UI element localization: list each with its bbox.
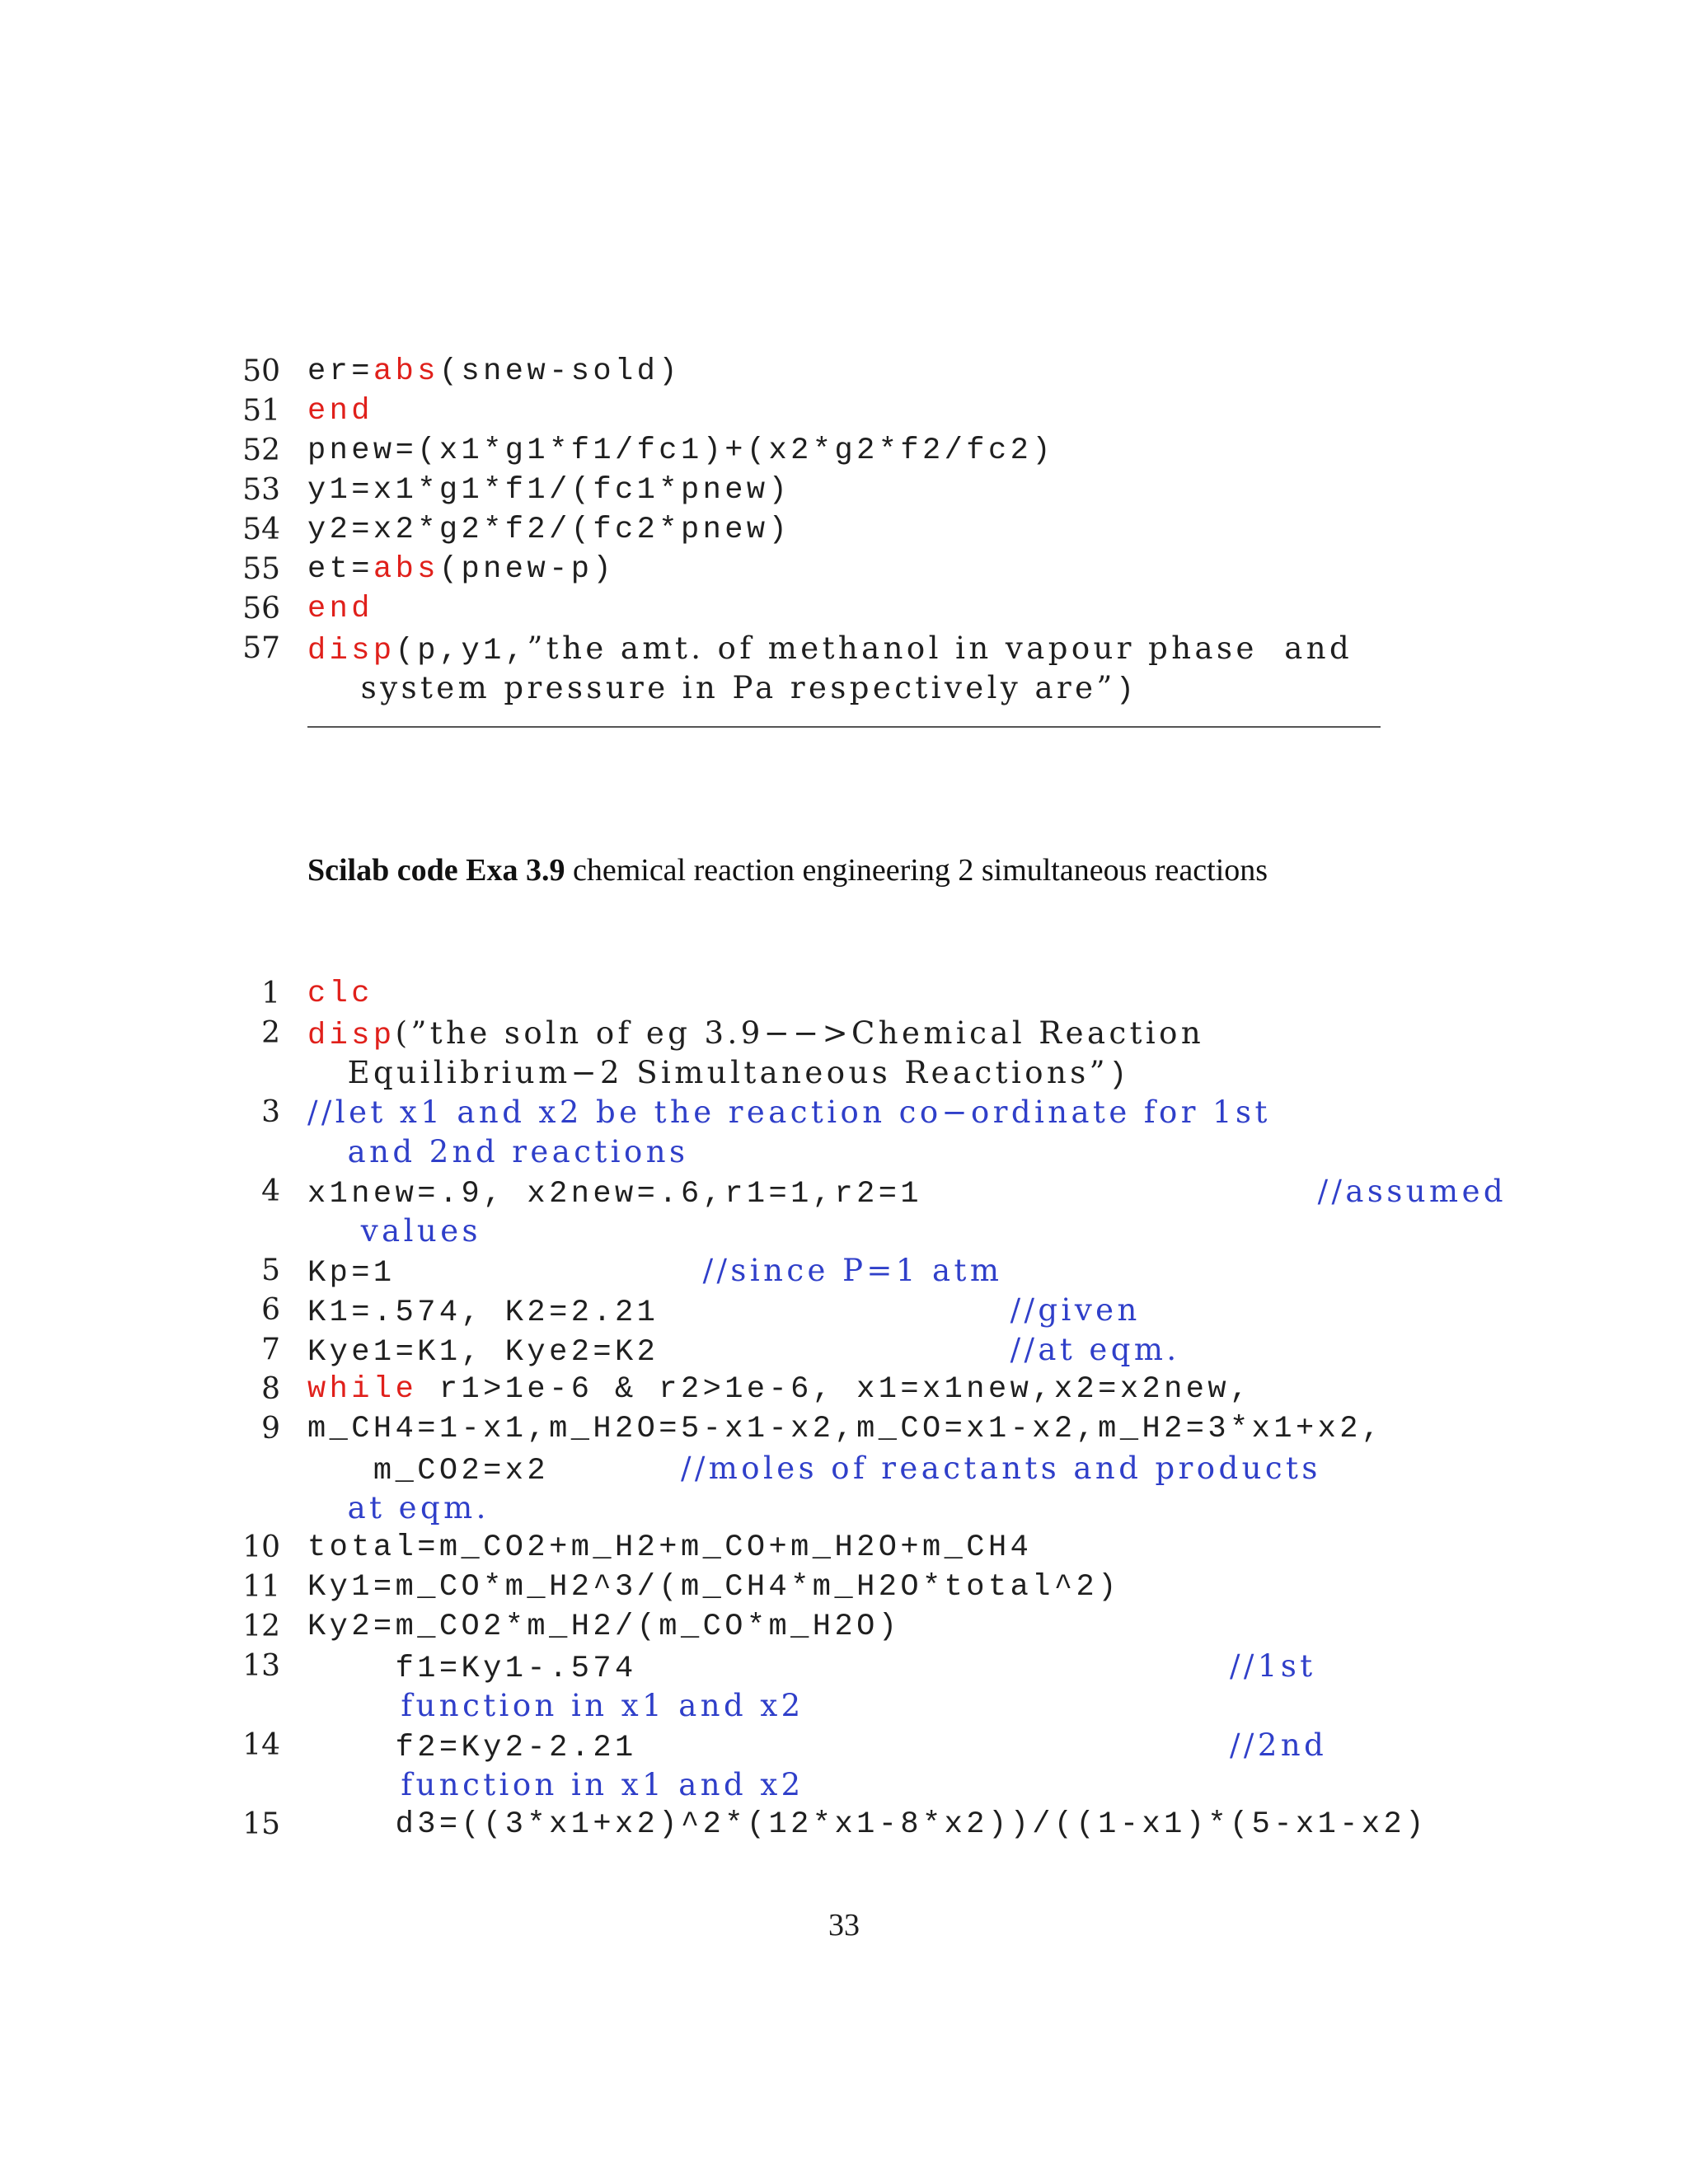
line-number: 4 [261, 1174, 280, 1208]
code-comment: values [307, 1213, 481, 1249]
code-text: m_CH4=1-x1,m_H2O=5-x1-x2,m_CO=x1-x2,m_H2=3*x1+x2, [307, 1412, 1384, 1446]
code-line [307, 1251, 1002, 1293]
caption-label: Scilab code Exa 3.9 [307, 853, 565, 888]
code-line [307, 1686, 804, 1728]
code-line [307, 1370, 1252, 1409]
code-line [307, 1093, 1271, 1135]
code-comment: //assumed [1317, 1174, 1507, 1209]
caption-text: chemical reaction engineering 2 simultaneous reactions [565, 853, 1268, 888]
code-line [307, 1726, 1327, 1768]
code-keyword: abs [373, 552, 439, 587]
code-comment: function in x1 and x2 [307, 1767, 804, 1802]
line-number: 6 [261, 1293, 280, 1327]
line-number: 15 [242, 1807, 280, 1841]
line-number: 56 [242, 592, 280, 626]
code-comment: //given [1010, 1292, 1141, 1328]
code-line [307, 1409, 1384, 1449]
code-text: r1>1e-6 & r2>1e-6, x1=x1new,x2=x2new, [417, 1372, 1252, 1407]
code-line [307, 974, 373, 1014]
code-line [307, 1607, 900, 1647]
code-comment: //since P=1 atm [702, 1253, 1003, 1288]
code-text: Ky2=m_CO2*m_H2/(m_CO*m_H2O) [307, 1610, 901, 1644]
line-number: 3 [261, 1095, 280, 1129]
code-line [307, 1014, 1204, 1056]
code-string: (”the soln of eg 3.9−−>Chemical Reaction [395, 1015, 1205, 1051]
code-line [307, 1212, 481, 1254]
code-text: K1=.574, K2=2.21 [307, 1296, 1010, 1330]
code-line [307, 1805, 1428, 1844]
code-line [307, 352, 681, 391]
code-line [307, 1330, 1180, 1372]
line-number: 51 [242, 394, 280, 428]
code-keyword: disp [307, 1019, 396, 1053]
line-number: 5 [261, 1254, 280, 1287]
listing-separator-rule [307, 726, 1381, 728]
line-number: 13 [242, 1649, 280, 1683]
code-line [307, 1647, 1316, 1689]
code-line [307, 668, 1137, 710]
code-line [307, 1568, 1120, 1607]
code-keyword: clc [307, 977, 373, 1011]
code-text: d3=((3*x1+x2)^2*(12*x1-8*x2))/((1-x1)*(5-x1-x2) [307, 1807, 1428, 1842]
code-text: Ky1=m_CO*m_H2^3/(m_CH4*m_H2O*total^2) [307, 1570, 1120, 1605]
code-string: Equilibrium−2 Simultaneous Reactions” [307, 1055, 1109, 1090]
code-comment: at eqm. [307, 1490, 490, 1526]
code-line [307, 629, 1353, 671]
code-text: pnew=(x1*g1*f1/fc1)+(x2*g2*f2/fc2) [307, 434, 1054, 468]
code-comment: //moles of reactants and products [680, 1451, 1321, 1486]
code-comment: //2nd [1230, 1727, 1328, 1763]
line-number: 1 [261, 977, 280, 1010]
code-string: ”the amt. of methanol in vapour phase and [527, 630, 1353, 666]
code-line [307, 1132, 688, 1174]
code-comment: //1st [1230, 1648, 1316, 1684]
code-line [307, 431, 1054, 471]
line-number: 54 [242, 513, 280, 546]
code-text: f2=Ky2-2.21 [307, 1731, 1231, 1765]
code-text: (p,y1, [395, 634, 528, 668]
line-number: 52 [242, 434, 280, 467]
code-comment: //let x1 and x2 be the reaction co−ordinate for 1st [307, 1094, 1271, 1130]
code-comment: function in x1 and x2 [307, 1688, 804, 1723]
line-number: 57 [242, 631, 280, 665]
code-line [307, 391, 373, 431]
line-number: 55 [242, 552, 280, 586]
code-text: f1=Ky1-.574 [307, 1652, 1231, 1686]
code-line [307, 1053, 1131, 1095]
code-keyword: abs [373, 354, 439, 389]
code-string: system pressure in Pa respectively are” [307, 670, 1116, 705]
line-number: 7 [261, 1333, 280, 1366]
page-number: 33 [828, 1908, 860, 1943]
code-text: Kye1=K1, Kye2=K2 [307, 1335, 1010, 1370]
line-number: 11 [242, 1570, 280, 1604]
code-text: ) [1109, 1058, 1131, 1093]
code-keyword: while [307, 1372, 418, 1407]
code-line [307, 471, 790, 510]
code-text: (pnew-p) [438, 552, 616, 587]
line-number: 2 [261, 1016, 280, 1050]
line-number: 8 [261, 1372, 280, 1406]
code-line [307, 510, 790, 550]
line-number: 53 [242, 473, 280, 507]
listing-caption [307, 851, 1381, 891]
code-keyword: disp [307, 634, 396, 668]
code-line [307, 1488, 490, 1530]
code-text: y2=x2*g2*f2/(fc2*pnew) [307, 513, 791, 547]
code-text: m_CO2=x2 [307, 1454, 681, 1488]
code-text: ) [1115, 673, 1138, 708]
code-line [307, 1291, 1141, 1333]
code-line [307, 1765, 804, 1807]
code-line [307, 550, 615, 589]
code-keyword: end [307, 592, 373, 626]
code-text: x1new=.9, x2new=.6,r1=1,r2=1 [307, 1177, 1318, 1212]
code-text: er= [307, 354, 373, 389]
code-line [307, 1528, 1032, 1568]
code-comment: and 2nd reactions [307, 1134, 689, 1169]
line-number: 12 [242, 1610, 280, 1643]
line-number: 50 [242, 354, 280, 388]
code-text: total=m_CO2+m_H2+m_CO+m_H2O+m_CH4 [307, 1530, 1033, 1565]
line-number: 10 [242, 1530, 280, 1564]
code-text: y1=x1*g1*f1/(fc1*pnew) [307, 473, 791, 508]
code-line [307, 589, 373, 629]
code-text: Kp=1 [307, 1256, 703, 1291]
code-text: (snew-sold) [438, 354, 681, 389]
code-line [307, 1449, 1321, 1491]
line-number: 14 [242, 1728, 280, 1762]
code-keyword: end [307, 394, 373, 429]
code-text: et= [307, 552, 373, 587]
line-number: 9 [261, 1412, 280, 1446]
code-comment: //at eqm. [1010, 1332, 1180, 1367]
code-line [307, 1172, 1507, 1214]
